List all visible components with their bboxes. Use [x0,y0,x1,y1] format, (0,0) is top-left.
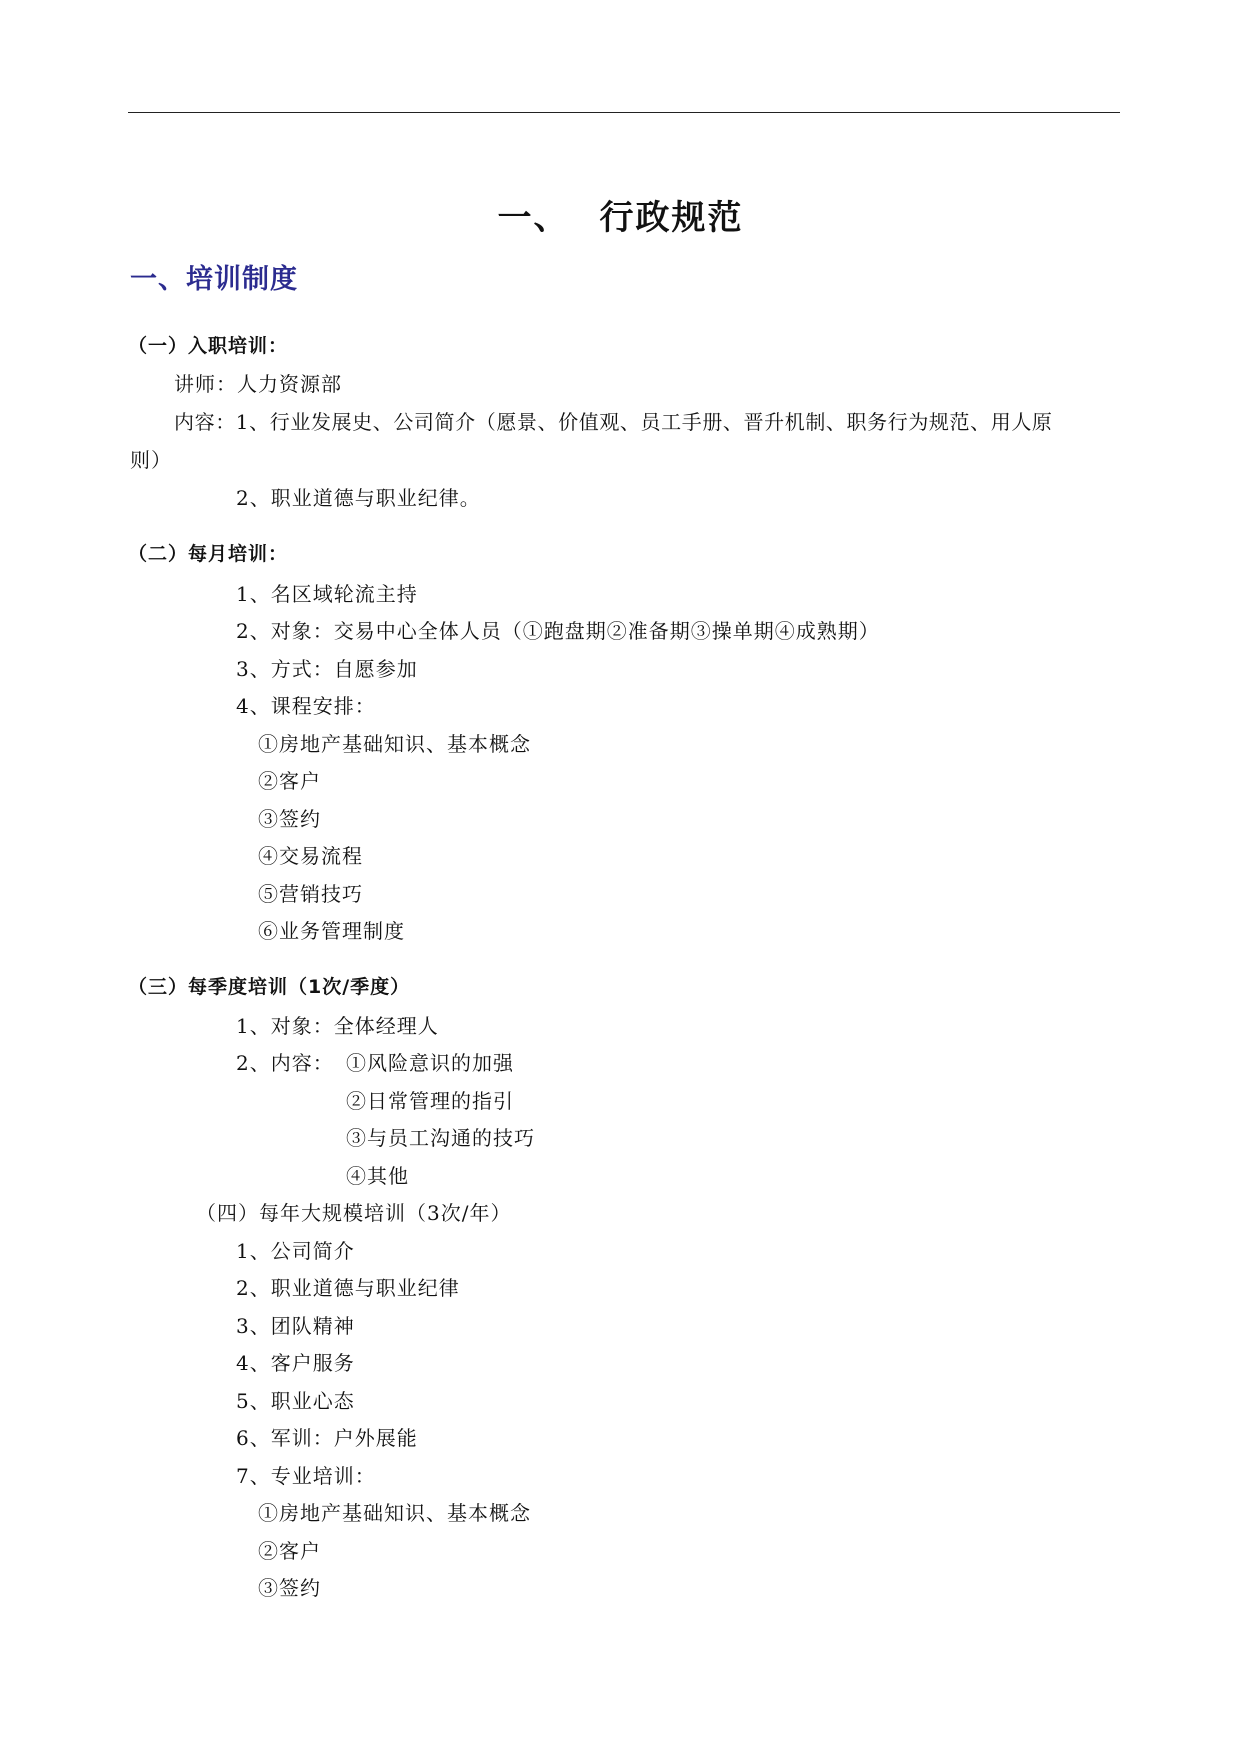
quarterly-content: ①风险意识的加强 [346,1051,514,1075]
monthly-item: 1、名区域轮流主持 [236,582,418,606]
quarterly-content: ③与员工沟通的技巧 [346,1126,535,1150]
annual-professional-item: ①房地产基础知识、基本概念 [258,1501,531,1525]
page-title-number: 一、 [497,198,570,238]
entry-training-content-item2: 2、职业道德与职业纪律。 [236,486,481,510]
annual-item: 6、军训：户外展能 [236,1426,418,1450]
annual-item: 5、职业心态 [236,1389,355,1413]
section-heading: 一、培训制度 [130,264,298,295]
annual-training-heading: （四）每年大规模培训（3次/年） [196,1201,512,1225]
quarterly-item: 1、对象：全体经理人 [236,1014,439,1038]
monthly-item: 3、方式：自愿参加 [236,657,418,681]
entry-training-heading: （一）入职培训： [128,335,289,357]
entry-training-lecturer: 讲师：人力资源部 [174,372,342,396]
monthly-item: 2、对象：交易中心全体人员（①跑盘期②准备期③操单期④成熟期） [236,619,880,643]
page-title-text: 行政规范 [599,198,744,238]
annual-professional-item: ③签约 [258,1576,321,1600]
annual-item: 2、职业道德与职业纪律 [236,1276,460,1300]
entry-training-content-line1: 内容：1、行业发展史、公司简介（愿景、价值观、员工手册、晋升机制、职务行为规范、用人原 [174,410,1053,434]
monthly-course: ⑥业务管理制度 [258,919,405,943]
annual-item: 3、团队精神 [236,1314,355,1338]
quarterly-content: ④其他 [346,1164,409,1188]
quarterly-item: 2、内容： [236,1051,334,1075]
monthly-course: ①房地产基础知识、基本概念 [258,732,531,756]
monthly-course: ②客户 [258,769,321,793]
monthly-course: ④交易流程 [258,844,363,868]
monthly-item: 4、课程安排： [236,694,376,718]
monthly-course: ③签约 [258,807,321,831]
annual-item: 1、公司简介 [236,1239,355,1263]
quarterly-training-heading: （三）每季度培训（1次/季度） [128,976,411,998]
annual-item: 7、专业培训： [236,1464,376,1488]
monthly-course: ⑤营销技巧 [258,882,363,906]
annual-professional-item: ②客户 [258,1539,321,1563]
entry-training-content-line2: 则） [130,448,172,472]
annual-item: 4、客户服务 [236,1351,355,1375]
page-title [0,196,1241,240]
monthly-training-heading: （二）每月培训： [128,543,289,565]
quarterly-content: ②日常管理的指引 [346,1089,514,1113]
header-rule [128,112,1120,113]
